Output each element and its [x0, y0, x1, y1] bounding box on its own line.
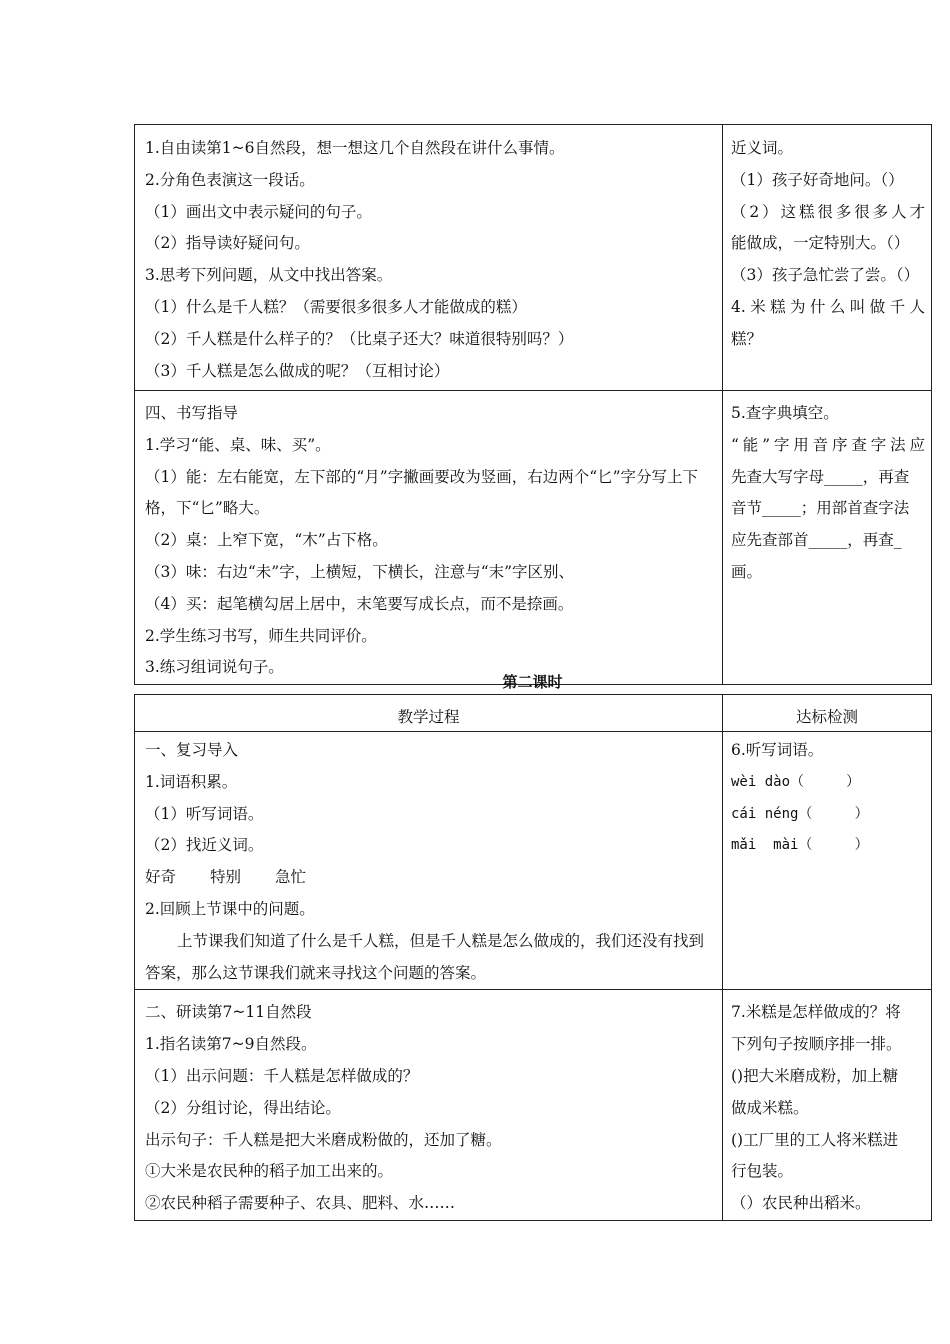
list-item: 下列句子按顺序排一排。 — [731, 1035, 902, 1054]
list-item: （2）指导读好疑问句。 — [145, 234, 310, 253]
table-row — [135, 391, 932, 685]
pinyin-item: mǎi mài（ ） — [731, 837, 869, 854]
lesson-table-1 — [134, 124, 932, 685]
list-item: （1）听写词语。 — [145, 804, 264, 823]
check-cell — [723, 125, 932, 391]
table-row — [135, 990, 932, 1221]
list-item: ②农民种稻子需要种子、农具、肥料、水…… — [145, 1194, 456, 1213]
list-item: （2）千人糕是什么样子的？（比桌子还大？味道很特别吗？） — [145, 329, 574, 348]
section-title: 第二课时 — [502, 673, 563, 691]
list-item: 2.回顾上节课中的问题。 — [145, 899, 315, 918]
list-item: “能”字用音序查字法应 — [731, 435, 925, 454]
list-item: （2）桌：上窄下宽，“木”占下格。 — [145, 531, 388, 550]
list-item: （2）分组讨论，得出结论。 — [145, 1098, 341, 1117]
pinyin-item: cái néng（ ） — [731, 805, 869, 822]
list-item: 2.学生练习书写，师生共同评价。 — [145, 626, 377, 645]
list-item: ①大米是农民种的稻子加工出来的。 — [145, 1162, 394, 1181]
list-item: 1.指名读第7~9自然段。 — [145, 1035, 317, 1054]
word-item: 特别 — [210, 868, 242, 887]
check-cell — [723, 391, 932, 685]
list-item: 应先查部首_____，再查_ — [731, 531, 902, 550]
list-item: （3）孩子急忙尝了尝。（） — [731, 266, 920, 285]
list-item: （3）味：右边“未”字，上横短，下横长，注意与“末”字区别、 — [145, 562, 575, 581]
list-item: （1）出示问题：千人糕是怎样做成的？ — [145, 1066, 419, 1085]
list-item: （4）买：起笔横勾居上居中，末笔要写成长点，而不是捺画。 — [145, 594, 574, 613]
list-item: （1）孩子好奇地问。（） — [731, 170, 904, 189]
word-item: 急忙 — [275, 868, 307, 887]
list-item: （2）这糕很多很多人才 — [731, 202, 925, 221]
list-item: （1）能：左右能宽，左下部的“月”字撇画要改为竖画，右边两个“匕”字分写上下格，下“匕”略大。 — [145, 467, 699, 518]
process-cell — [135, 732, 723, 990]
process-cell — [135, 391, 723, 685]
lesson-table-2 — [134, 694, 932, 1221]
header-check: 达标检测 — [723, 695, 932, 732]
list-item: 7.米糕是怎样做成的？将 — [731, 1003, 901, 1022]
list-item: （2）找近义词。 — [145, 836, 264, 855]
header-process: 教学过程 — [135, 695, 723, 732]
list-item: 3.思考下列问题，从文中找出答案。 — [145, 266, 393, 285]
list-item: 1.学习“能、桌、味、买”。 — [145, 435, 331, 454]
list-item: ()把大米磨成粉，加上糖 — [731, 1066, 899, 1085]
list-item: 能做成，一定特别大。（） — [731, 234, 910, 253]
list-item: ()工厂里的工人将米糕进 — [731, 1130, 899, 1149]
list-item: 糕？ — [731, 329, 763, 348]
list-item: 做成米糕。 — [731, 1098, 809, 1117]
list-item: 5.查字典填空。 — [731, 404, 839, 422]
list-item: 出示句子：千人糕是把大米磨成粉做的，还加了糖。 — [145, 1130, 502, 1149]
table-row — [135, 732, 932, 990]
process-cell — [135, 125, 723, 391]
table-header-row — [135, 695, 932, 732]
list-item: 二、研读第7~11自然段 — [145, 1003, 312, 1022]
list-item: 6.听写词语。 — [731, 741, 824, 759]
list-item: 1.自由读第1~6自然段，想一想这几个自然段在讲什么事情。 — [145, 139, 565, 157]
word-item: 好奇 — [145, 868, 177, 887]
word-list — [135, 862, 722, 894]
list-item: 画。 — [731, 562, 763, 581]
process-cell — [135, 990, 723, 1221]
list-item: （1）什么是千人糕？（需要很多很多人才能做成的糕） — [145, 297, 527, 316]
list-item: 2.分角色表演这一段话。 — [145, 170, 315, 189]
list-item: 先查大写字母_____，再查 — [731, 467, 910, 486]
list-item: （3）千人糕是怎么做成的呢？（互相讨论） — [145, 361, 450, 380]
paragraph: 上节课我们知道了什么是千人糕，但是千人糕是怎么做成的，我们还没有找到答案，那么这节课我们就来寻找这个问题的答案。 — [145, 931, 705, 982]
list-item: 3.练习组词说句子。 — [145, 658, 284, 677]
list-item: （1）画出文中表示疑问的句子。 — [145, 202, 372, 221]
list-item: 四、书写指导 — [145, 404, 239, 422]
pinyin-item: wèi dào（ ） — [731, 773, 861, 790]
list-item: 音节_____；用部首查字法 — [731, 499, 910, 518]
check-cell — [723, 732, 932, 990]
list-item: 行包装。 — [731, 1162, 794, 1181]
table-row — [135, 125, 932, 391]
list-item: 1.词语积累。 — [145, 772, 238, 791]
list-item: 一、复习导入 — [145, 741, 239, 759]
check-cell — [723, 990, 932, 1221]
list-item: （）农民种出稻米。 — [731, 1194, 871, 1213]
list-item: 近义词。 — [731, 139, 794, 157]
list-item: 4.米糕为什么叫做千人 — [731, 297, 925, 316]
